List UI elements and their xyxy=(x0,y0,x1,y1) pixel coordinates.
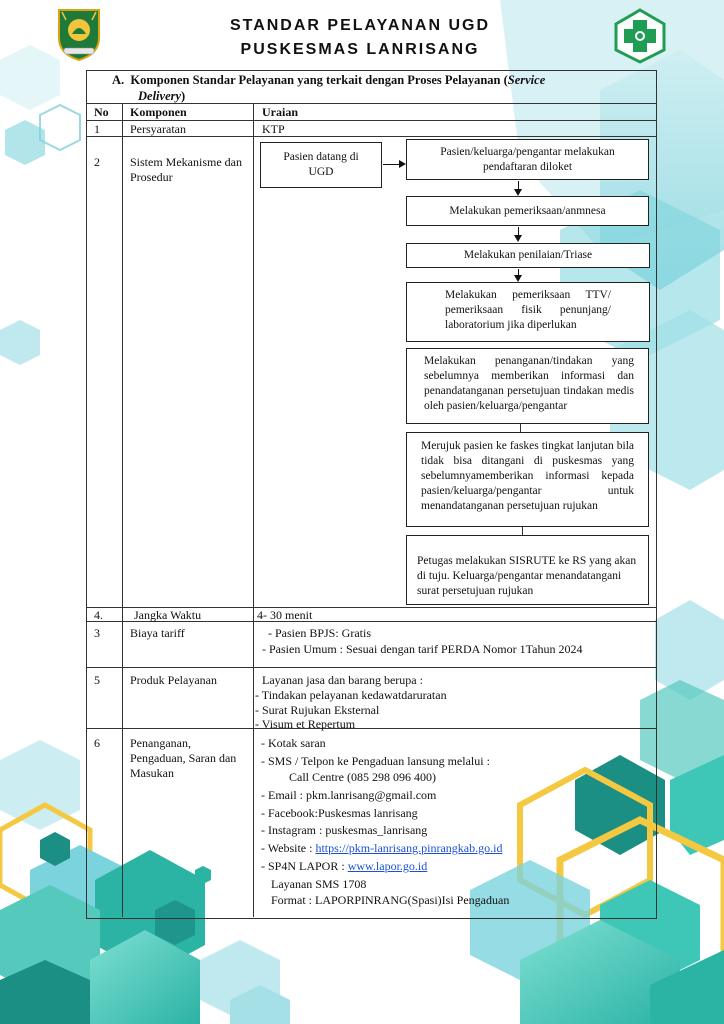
row-komponen: Sistem Mekanisme dan Prosedur xyxy=(130,155,242,184)
flow-step-triage: Melakukan penilaian/Triase xyxy=(406,243,650,268)
row-no: 1 xyxy=(94,122,100,136)
flow-arrow xyxy=(518,227,519,240)
website-link[interactable]: https://pkm-lanrisang.pinrangkab.go.id xyxy=(315,841,503,855)
flow-arrow xyxy=(383,164,404,165)
produk-item: - Visum et Repertum xyxy=(255,717,356,731)
flow-arrow xyxy=(518,269,519,280)
pengaduan-email: - Email : pkm.lanrisang@gmail.com xyxy=(261,788,437,802)
row-komponen: Penanganan, Pengaduan, Saran dan Masukan xyxy=(130,736,237,780)
flow-step-treatment: Melakukan penanganan/tindakan yang sebelumnya memberikan informasi dan penandatanganan persetujuan tindakan medis oleh pasien/keluarga/pengantar xyxy=(406,348,649,424)
pengaduan-sms: - SMS / Telpon ke Pengaduan lansung melalui : xyxy=(261,754,490,768)
page-title-line2: PUSKESMAS LANRISANG xyxy=(240,41,480,58)
row-komponen: Produk Pelayanan xyxy=(130,673,217,687)
flow-step-ttv-check: Melakukan pemeriksaan TTV/ pemeriksaan fisik penunjang/ laboratorium jika diperlukan xyxy=(406,282,650,342)
col-header-no: No xyxy=(94,105,109,119)
pinrang-regency-emblem-icon xyxy=(54,4,104,62)
produk-item: - Surat Rujukan Eksternal xyxy=(255,703,380,717)
row-no: 4. xyxy=(94,608,103,622)
pengaduan-facebook: - Facebook:Puskesmas lanrisang xyxy=(261,806,418,820)
biaya-item: - Pasien BPJS: Gratis xyxy=(268,626,372,640)
puskesmas-cross-logo-icon xyxy=(612,8,668,64)
col-header-uraian: Uraian xyxy=(262,105,298,119)
pengaduan-sms1708: Layanan SMS 1708 xyxy=(271,877,367,891)
pengaduan-instagram: - Instagram : puskesmas_lanrisang xyxy=(261,823,428,837)
row-uraian: 4- 30 menit xyxy=(257,608,313,622)
row-no: 5 xyxy=(94,673,100,687)
row-no: 2 xyxy=(94,155,100,169)
pengaduan-call-centre: Call Centre (085 298 096 400) xyxy=(289,770,436,784)
pengaduan-website: - Website : https://pkm-lanrisang.pinrangkab.go.id xyxy=(261,841,503,855)
biaya-item: - Pasien Umum : Sesuai dengan tarif PERDA Nomor 1Tahun 2024 xyxy=(262,642,583,656)
row-no: 6 xyxy=(94,736,100,750)
produk-item: - Tindakan pelayanan kedawatdaruratan xyxy=(255,688,447,702)
lapor-link[interactable]: www.lapor.go.id xyxy=(347,859,428,873)
row-no: 3 xyxy=(94,626,100,640)
flow-start-box: Pasien datang di UGD xyxy=(260,142,382,188)
flow-arrow xyxy=(518,181,519,194)
row-uraian: KTP xyxy=(262,122,285,136)
row-komponen: Persyaratan xyxy=(130,122,186,136)
col-header-komponen: Komponen xyxy=(130,105,187,119)
section-heading: A. Komponen Standar Pelayanan yang terkait dengan Proses Pelayanan (Service Delivery) xyxy=(112,73,546,103)
flow-step-sisrute: Petugas melakukan SISRUTE ke RS yang akan di tuju. Keluarga/pengantar menandatangani surat persetujuan rujukan xyxy=(406,535,649,605)
pengaduan-format: Format : LAPORPINRANG(Spasi)Isi Pengaduan xyxy=(271,893,510,907)
flow-step-registration: Pasien/keluarga/pengantar melakukan pendaftaran diloket xyxy=(406,139,649,180)
pengaduan-lapor: - SP4N LAPOR : www.lapor.go.id xyxy=(261,859,428,873)
row-komponen: Jangka Waktu xyxy=(134,608,202,622)
row-komponen: Biaya tariff xyxy=(130,626,185,640)
produk-intro: Layanan jasa dan barang berupa : xyxy=(262,673,423,687)
flow-step-examination: Melakukan pemeriksaan/anmnesa xyxy=(406,196,649,226)
page-title-line1: STANDAR PELAYANAN UGD xyxy=(229,17,491,34)
flow-step-referral: Merujuk pasien ke faskes tingkat lanjutan bila tidak bisa ditangani di puskesmas yang sebelumnyamemberikan informasi kepada pasien/keluarga/pengantar untuk menandatanganan persetujuan rujukan xyxy=(406,432,649,527)
email-text: pkm.lanrisang@gmail.com xyxy=(306,788,437,802)
pengaduan-kotak-saran: - Kotak saran xyxy=(261,736,326,750)
